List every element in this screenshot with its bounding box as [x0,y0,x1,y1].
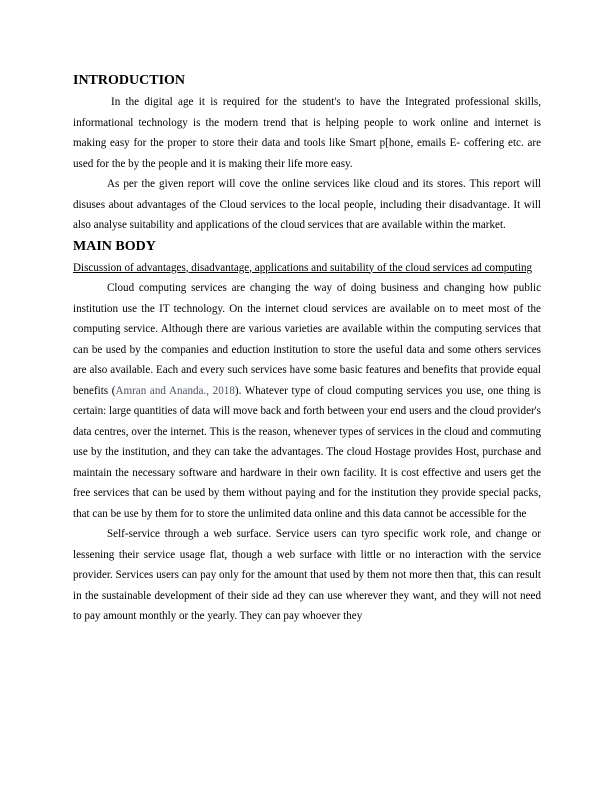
main-paragraph-1-text-a: Cloud computing services are changing the way of doing business and changing how public institution use the IT technology. On the internet cloud services are available on to meet most of the computing service. Although there are various varieties are available within the computing services that can be used by the companies and eduction institution to store the useful data and some others services are also available. Each and every such services have some basic features and benefits that provide equal benefits ( [73,282,541,397]
main-paragraph-1-text-b: ). Whatever type of cloud computing services you use, one thing is certain: large quantities of data will move back and forth between your end users and the cloud provider's data centres, over the internet. This is the reason, whenever types of services in the cloud and commuting use by the institution, and they can take the advantages. The cloud Hostage provides Host, purchase and maintain the necessary software and hardware in their own facility. It is cost effective and users get the free services that can be used by them without paying and for the institution they provide special packs, that can be use by them for to store the unlimited data online and this data cannot be accessible for the [73,384,541,520]
citation: Amran and Ananda., 2018 [115,384,235,397]
section-subheading: Discussion of advantages, disadvantage, applications and suitability of the cloud services ad computing [73,261,533,274]
document-page [73,70,541,627]
intro-paragraph-2: As per the given report will cove the online services like cloud and its stores. This report will disuses about advantages of the Cloud services to the local people, including their disadvantage. It will also analyse suitability and applications of the cloud services that are available within the market. [73,178,541,231]
main-paragraph-1 [73,278,541,524]
main-body-heading: MAIN BODY [73,238,156,254]
intro-paragraph-1: In the digital age it is required for the student's to have the Integrated professional skills, informational technology is the modern trend that is helping people to work online and internet is making easy for the proper to store their data and tools like Smart p[hone, emails E- coffering etc. are used for the by the people and it is making their life more easy. [73,96,541,170]
introduction-heading: INTRODUCTION [73,73,186,88]
main-paragraph-2: Self-service through a web surface. Service users can tyro specific work role, and change or lessening their service usage flat, though a web surface with little or no interaction with the service provider. Services users can pay only for the amount that used by them not more then that, this can result in the sustainable development of their side ad they can use wherever they want, and they will not need to pay amount monthly or the yearly. They can pay whoever they [73,528,541,622]
